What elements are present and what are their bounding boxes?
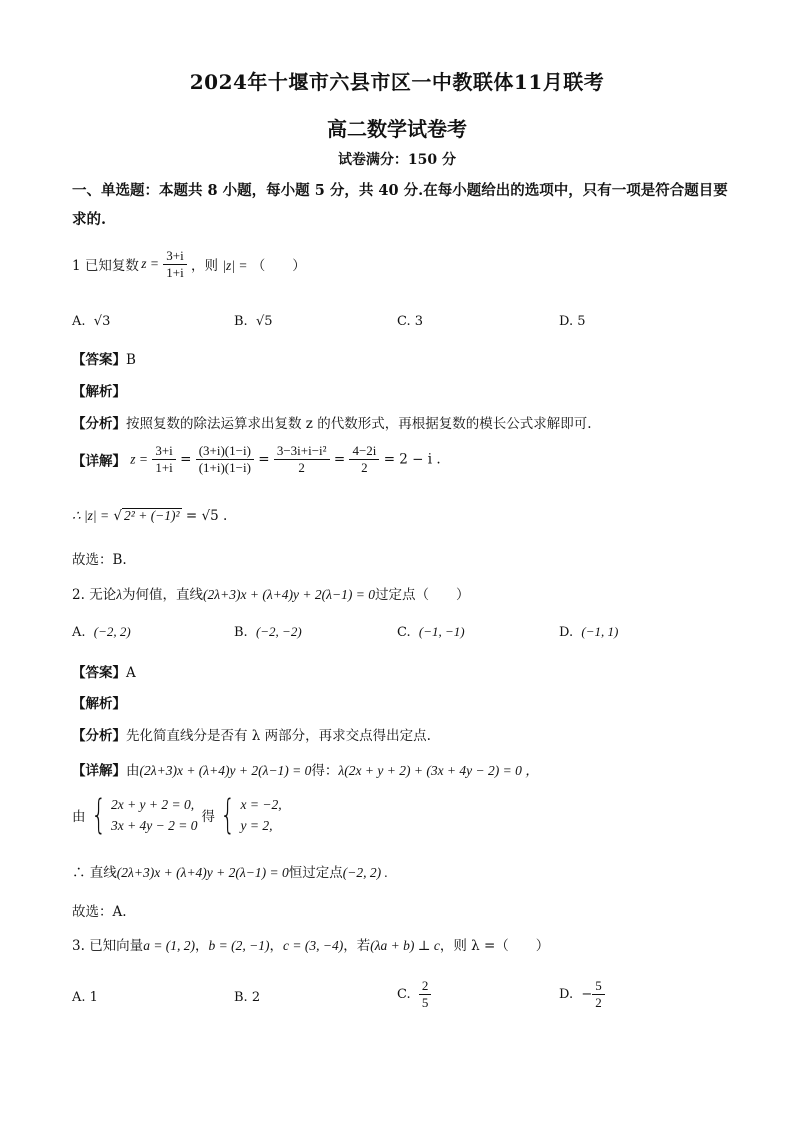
q2-system-equations: 2x + y + 2 = 0, 3x + 4y − 2 = 0 <box>110 797 198 833</box>
q1-fraction: $\frac{3+i}{1+i}$ <box>163 248 186 281</box>
q2-fenxi: 【分析】先化简直线分是否有 λ 两部分，再求交点得出定点. <box>72 728 431 744</box>
q2-option-a[interactable]: A. (−2, 2) <box>72 624 131 640</box>
q2-jiexi: 【解析】 <box>72 696 126 712</box>
q2-therefore: ∴ 直线(2λ+3)x + (λ+4)y + 2(λ−1) = 0恒过定点(−2, 2) . <box>72 865 388 881</box>
q1-stem-mid: ，则 <box>190 258 218 274</box>
q1-option-c[interactable]: C. 3 <box>397 314 424 329</box>
exam-subtitle: 高二数学试卷考 <box>327 117 467 141</box>
exam-title: 2024年十堰市六县市区一中教联体11月联考 <box>189 70 605 94</box>
q2-system-solution: x = −2, y = 2, <box>240 797 282 833</box>
q1-number: 1 <box>72 258 81 274</box>
q1-paren: （ ） <box>251 258 306 274</box>
q2-detail: 【详解】由(2λ+3)x + (λ+4)y + 2(λ−1) = 0得：λ(2x + y + 2) + (3x + 4y − 2) = 0 ， <box>72 763 539 779</box>
q2-option-b[interactable]: B. (−2, −2) <box>234 624 302 640</box>
q3-stem: 3. 已知向量a = (1, 2)，b = (2, −1)，c = (3, −4)，若(λa + b) ⊥ c，则 λ =（ ） <box>72 938 550 954</box>
q1-jiexi: 【解析】 <box>72 384 126 400</box>
q1-abs-z: |z| = <box>222 258 248 273</box>
q1-stem <box>72 248 306 281</box>
q3-option-a[interactable]: A. 1 <box>72 990 98 1005</box>
q1-option-b[interactable]: B. √5 <box>234 314 273 329</box>
q1-option-d[interactable]: D. 5 <box>559 314 586 329</box>
q2-stem: 2. 无论λ为何值，直线(2λ+3)x + (λ+4)y + 2(λ−1) = 0过定点（ ） <box>72 587 470 603</box>
q2-option-c[interactable]: C. (−1, −1) <box>397 624 465 640</box>
q3-option-b[interactable]: B. 2 <box>234 990 261 1005</box>
q1-option-a[interactable]: A. √3 <box>72 314 111 329</box>
q1-answer: 【答案】B <box>72 352 136 368</box>
q1-modulus: ∴ |z| = √ 2² + (−1)² = √5 . <box>72 508 228 524</box>
q1-conclusion: 故选：B. <box>72 552 127 568</box>
q2-system: 由 { 2x + y + 2 = 0, 3x + 4y − 2 = 0 得 { x = −2, y = 2, <box>72 792 282 838</box>
q1-stem-pre: 已知复数 <box>84 258 139 274</box>
q3-option-d[interactable]: D. − $\frac{5}{2}$ <box>559 978 605 1011</box>
q2-conclusion: 故选：A. <box>72 904 127 920</box>
q1-fenxi: 【分析】按照复数的除法运算求出复数 z 的代数形式，再根据复数的模长公式求解即可. <box>72 416 592 432</box>
q2-answer: 【答案】A <box>72 665 136 681</box>
exam-score: 试卷满分：150 分 <box>337 152 457 168</box>
q2-option-d[interactable]: D. (−1, 1) <box>559 624 619 640</box>
section-heading: 一、单选题：本题共 8 小题，每小题 5 分，共 40 分.在每小题给出的选项中，只有一项是符合题目要求的. <box>72 182 728 228</box>
q1-detail: 【详解】 z = $\frac{3+i}{1+i}$ = $\frac{(3+i)(1-i)}{(1+i)(1-i)}$ = $\frac{\text{3−3i+i−i²}}{2}$ = $\frac{4-2i}{2}$ = 2 − i . <box>72 443 441 475</box>
q3-option-c[interactable]: C. $\frac{2}{5}$ <box>397 978 431 1011</box>
q1-z-eq: z = <box>141 256 159 271</box>
